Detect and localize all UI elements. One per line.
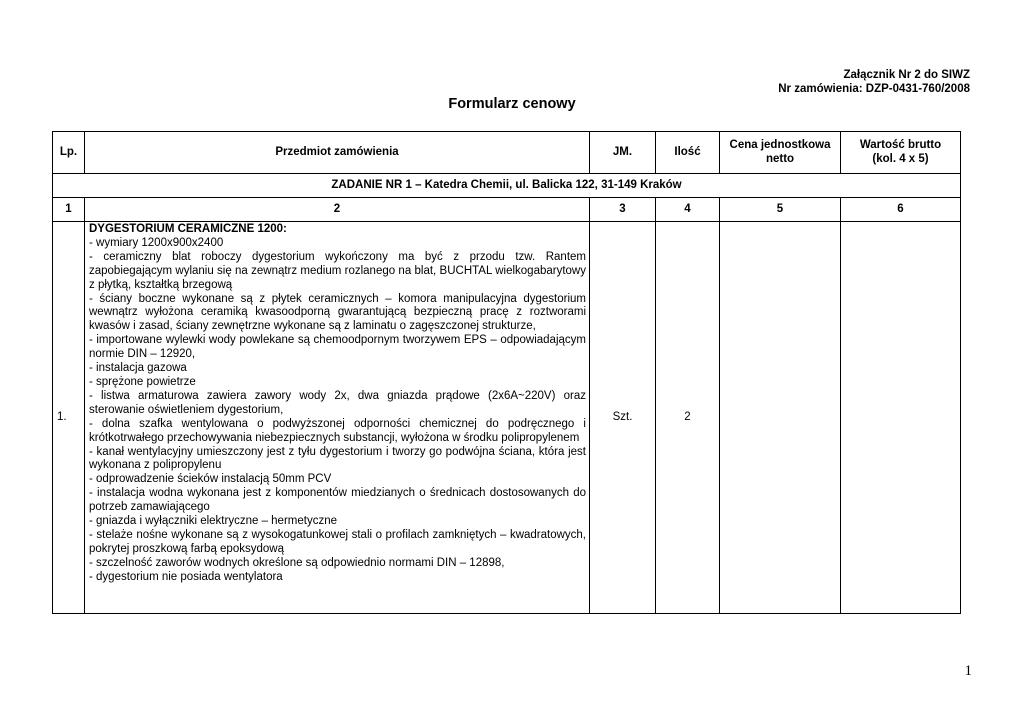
column-number: 1 <box>53 198 85 222</box>
spec-bullet: - instalacja wodna wykonana jest z komponentów miedzianych o średnicach dostosowanych do potrzeb zamawiającego <box>89 487 586 514</box>
header-lp: Lp. <box>53 132 85 174</box>
header-gross-line1: Wartość brutto <box>859 138 942 151</box>
column-number: 2 <box>85 198 590 222</box>
column-number: 3 <box>590 198 656 222</box>
header-qty: Ilość <box>656 132 720 174</box>
spec-bullet: - sprężone powietrze <box>89 375 196 388</box>
spec-bullet: - importowane wylewki wody powlekane są chemoodpornym tworzywem EPS – odpowiadającym normie DIN – 12920, <box>89 334 586 361</box>
header-unit-price <box>720 132 841 174</box>
spec-bullet: - ceramiczny blat roboczy dygestorium wykończony ma być z przodu tzw. Rantem zapobiegającym wylaniu się na zewnątrz medium rozlanego na blat, BUCHTAL wielkogabarytowy z płytką, kształtką brzegową <box>89 250 586 291</box>
item-gross-value <box>841 222 961 614</box>
table-header-row <box>53 132 961 174</box>
spec-bullet: - instalacja gazowa <box>89 362 187 375</box>
spec-bullet: - stelaże nośne wykonane są z wysokogatunkowej stali o profilach zamkniętych – kwadratowych, pokrytej proszkową farbą epoksydową <box>89 528 586 555</box>
table-row <box>53 222 961 614</box>
spec-bullet: - szczelność zaworów wodnych określone są odpowiednio normami DIN – 12898, <box>89 556 505 569</box>
header-unit-price-line1: Cena jednostkowa <box>729 138 831 151</box>
header-unit: JM. <box>590 132 656 174</box>
item-description <box>85 222 590 614</box>
header-subject: Przedmiot zamówienia <box>85 132 590 174</box>
spec-bullet: - kanał wentylacyjny umieszczony jest z tyłu dygestorium i tworzy go podwójna ściana, która jest wykonana z polipropylenu <box>89 445 586 472</box>
column-number: 4 <box>656 198 720 222</box>
item-unit-price <box>720 222 841 614</box>
spec-bullet: - odprowadzenie ścieków instalacją 50mm PCV <box>89 473 332 486</box>
document-header <box>778 68 970 96</box>
annex-label: Załącznik Nr 2 do SIWZ <box>843 69 970 81</box>
column-number: 6 <box>841 198 961 222</box>
column-number-row <box>53 198 961 222</box>
spec-bullet: - wymiary 1200x900x2400 <box>89 236 224 249</box>
spec-bullet: - dolna szafka wentylowana o podwyższonej odporności chemicznej do podręcznego i krótkotrwałego przechowywania niebezpiecznych substancji, wyłożona w środku polipropylenem <box>89 417 586 444</box>
spec-bullet: - listwa armaturowa zawiera zawory wody 2x, dwa gniazda prądowe (2x6A~220V) oraz sterowanie oświetleniem dygestorium, <box>89 389 586 416</box>
header-unit-price-line2: netto <box>765 152 795 165</box>
task-title: ZADANIE NR 1 – Katedra Chemii, ul. Balicka 122, 31-149 Kraków <box>53 174 961 198</box>
item-title: DYGESTORIUM CERAMICZNE 1200: <box>89 223 287 235</box>
item-lp: 1. <box>53 222 85 614</box>
task-row <box>53 174 961 198</box>
page-title: Formularz cenowy <box>448 96 576 112</box>
spec-bullet: - dygestorium nie posiada wentylatora <box>89 570 283 583</box>
item-quantity: 2 <box>656 222 720 614</box>
spec-bullet: - ściany boczne wykonane są z płytek ceramicznych – komora manipulacyjna dygestorium wewnątrz wyłożona ceramiką kwasoodporną gwarantującą bezpieczną pracę z roztworami kwasów i zasad, ściany zewnętrzne wykonane są z laminatu o zagęszczonej strukturze, <box>89 292 586 333</box>
order-number: Nr zamówienia: DZP-0431-760/2008 <box>778 83 970 95</box>
column-number: 5 <box>720 198 841 222</box>
page-number: 1 <box>964 663 972 679</box>
header-gross-value <box>841 132 961 174</box>
spec-bullet: - gniazda i wyłączniki elektryczne – hermetyczne <box>89 515 337 528</box>
item-unit: Szt. <box>590 222 656 614</box>
header-gross-line2: (kol. 4 x 5) <box>872 152 929 165</box>
price-form-table <box>52 131 961 614</box>
